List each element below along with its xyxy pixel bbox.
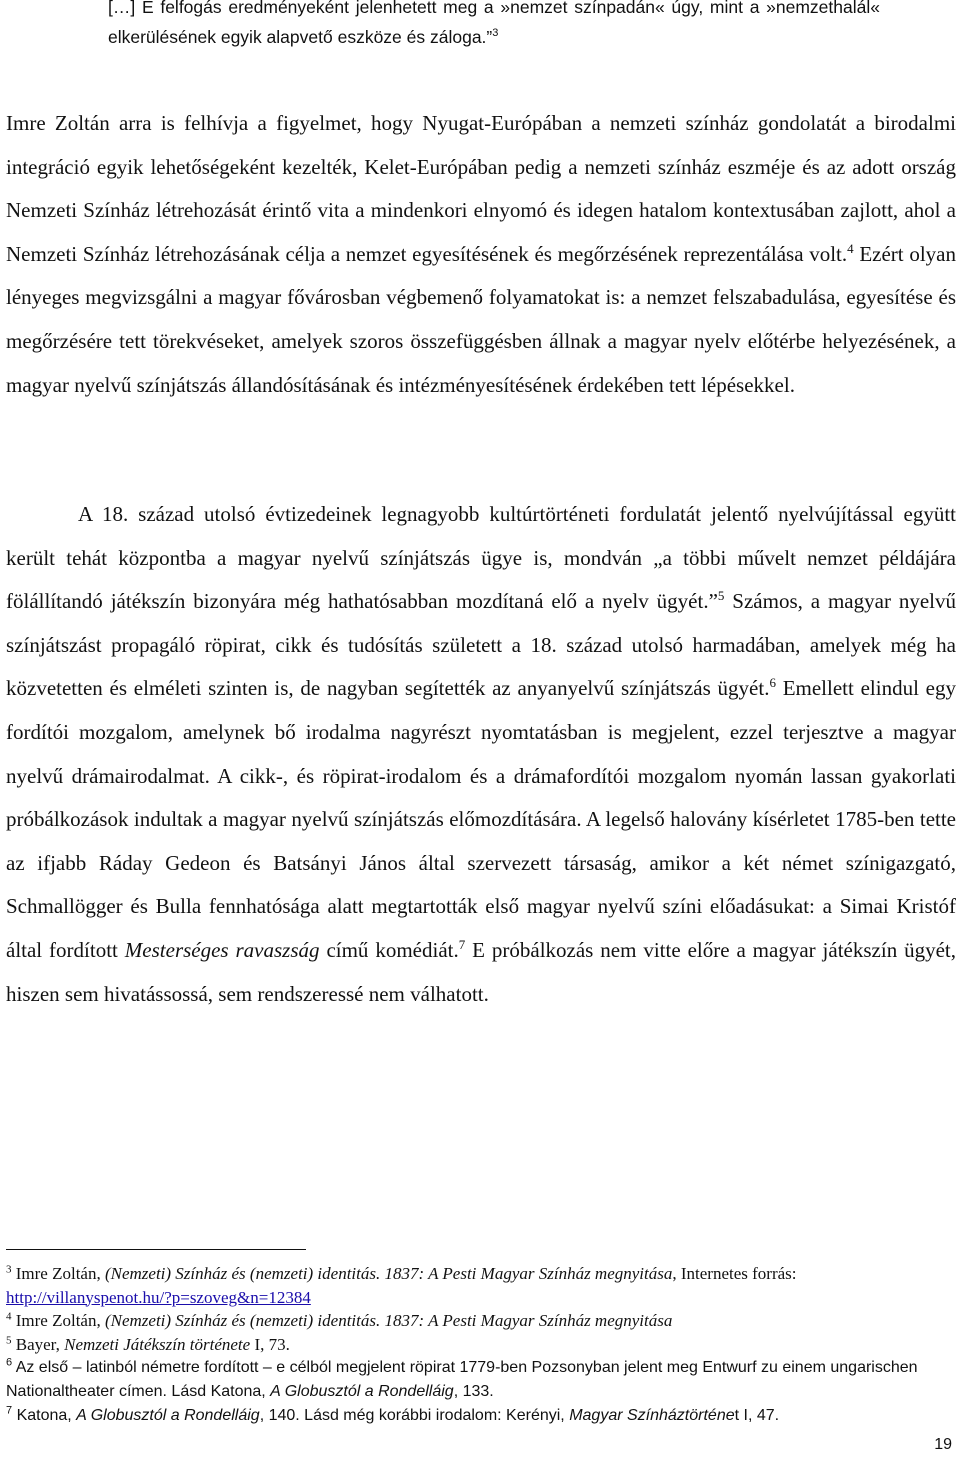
footnote-title: A Globusztól a Rondelláig: [76, 1406, 260, 1424]
footnote-title: (Nemzeti) Színház és (nemzeti) identitás. 1837: A Pesti Magyar Színház megnyitása: [104, 1264, 673, 1283]
footnote-text: Bayer,: [11, 1334, 65, 1354]
footnote-text: , 140. Lásd még korábbi irodalom: Kerényi,: [259, 1406, 570, 1424]
footnote-text: , Internetes forrás:: [672, 1264, 797, 1283]
footnote-text: t I, 47.: [734, 1406, 780, 1424]
footnote-number: 4: [6, 1310, 12, 1323]
footnote-4: [6, 1309, 956, 1333]
paragraph-2: [6, 493, 956, 1016]
footnote-text: Imre Zoltán,: [11, 1311, 105, 1331]
footnote-text: , 133.: [453, 1382, 494, 1400]
paragraph-1: [6, 102, 956, 407]
footnote-title: Magyar Színháztörténe: [569, 1406, 735, 1424]
paragraph-text: című komédiát.: [319, 937, 459, 962]
paragraph-text: E próbálkozás nem vitte előre a magyar játékszín ügyét, hiszen sem hivatássossá, sem rendszeressé nem válhatott.: [6, 937, 957, 1006]
footnote-number: 6: [6, 1357, 13, 1370]
footnote-text: Az első – latinból németre fordított – e célból megjelent röpirat 1779-ben Pozsonyban jelent meg Entwurf zu einem ungarischen Nationaltheater címen. Lásd Katona,: [6, 1359, 918, 1400]
paragraph-text: Számos, a magyar nyelvű színjátszást propagáló röpirat, cikk és tudósítás született a 18. század utolsó harmadában, amelyek még ha közvetetten és elméleti szinten is, de nagyban segítették az anyanyelvű színjátszás ügyét.: [6, 589, 956, 701]
footnote-ref-7[interactable]: 7: [458, 936, 466, 952]
quote-text: […] E felfogás eredményeként jelenhetett meg a »nemzet színpadán« úgy, mint a »nemzethalál« elkerülésének egyik alapvető eszköze és záloga.”: [108, 0, 880, 47]
block-quote: [108, 0, 880, 52]
paragraph-text: A 18. század utolsó évtizedeinek legnagyobb kultúrtörténeti fordulatát jelentő nyelvújítással együtt került tehát központba a magyar nyelvű színjátszás ügye is, mondván „a többi művelt nemzet példájára fölállítandó játékszín bizonyára még hathatósabban mozdítaná elő a nyelv ügyét.”: [6, 502, 956, 614]
footnote-ref-6[interactable]: 6: [769, 675, 776, 691]
footnote-ref-3[interactable]: 3: [492, 27, 499, 40]
footnote-title: Nemzeti Játékszín története: [64, 1334, 251, 1354]
footnote-number: 5: [6, 1334, 12, 1347]
footnote-3: [6, 1262, 956, 1309]
footnote-6: [6, 1356, 956, 1403]
footnotes: [6, 1262, 956, 1427]
page-number: 19: [934, 1436, 952, 1453]
paragraph-text: Imre Zoltán arra is felhívja a figyelmet, hogy Nyugat-Európában a nemzeti színház gondolatát a birodalmi integráció egyik lehetőségeként kezelték, Kelet-Európában pedig a nemzeti színház eszméje és az adott ország Nemzeti Színház létrehozását érintő vita a mindenkori elnyomó és idegen hatalom kontextusában zajlott, ahol a Nemzeti Színház létrehozásának célja a nemzet egyesítésének és megőrzésének reprezentálása volt.: [6, 111, 956, 266]
paragraph-text: Emellett elindul egy fordítói mozgalom, amelynek bő irodalma nagyrészt nyomtatásban is megjelent, ezzel terjesztve a magyar nyelvű drámairodalmat. A cikk-, és röpirat-irodalom és a drámafordítói mozgalom nyomán lassan gyakorlati próbálkozások indultak a magyar nyelvű színjátszás előmozdítására. A legelső halovány kísérletet 1785-ben tette az ifjabb Ráday Gedeon és Batsányi János által szervezett társaság, amikor a két német színigazgató, Schmallögger és Bulla fennhatósága alatt megtartották első magyar nyelvű színi előadásukat: a Simai Kristóf által fordított: [6, 676, 956, 962]
paragraph-text: Ezért olyan lényeges megvizsgálni a magyar fővárosban végbemenő folyamatokat is: a nemzet felszabadulása, egyesítése és megőrzésére tett törekvéseket, amelyek szoros összefüggésben állnak a magyar nyelv előtérbe helyezésének, a magyar nyelvű színjátszás állandósításának és intézményesítésének érdekében tett lépésekkel.: [6, 241, 956, 397]
footnote-number: 3: [6, 1263, 12, 1276]
footnote-title: A Globusztól a Rondelláig: [270, 1382, 454, 1400]
footnote-5: [6, 1333, 956, 1357]
footnote-title: (Nemzeti) Színház és (nemzeti) identitás. 1837: A Pesti Magyar Színház megnyitása: [104, 1311, 673, 1331]
footnote-ref-4[interactable]: 4: [847, 240, 854, 256]
footnote-text: Imre Zoltán,: [11, 1264, 105, 1283]
footnote-separator: [6, 1249, 306, 1250]
source-link[interactable]: http://villanyspenot.hu/?p=szoveg&n=12384: [6, 1287, 311, 1307]
footnote-ref-5[interactable]: 5: [717, 588, 725, 604]
footnote-text: I, 73.: [250, 1334, 290, 1354]
footnote-text: Katona,: [12, 1406, 77, 1424]
footnote-7: [6, 1404, 956, 1428]
footnote-number: 7: [6, 1404, 13, 1417]
work-title: Mesterséges ravaszság: [124, 937, 320, 962]
